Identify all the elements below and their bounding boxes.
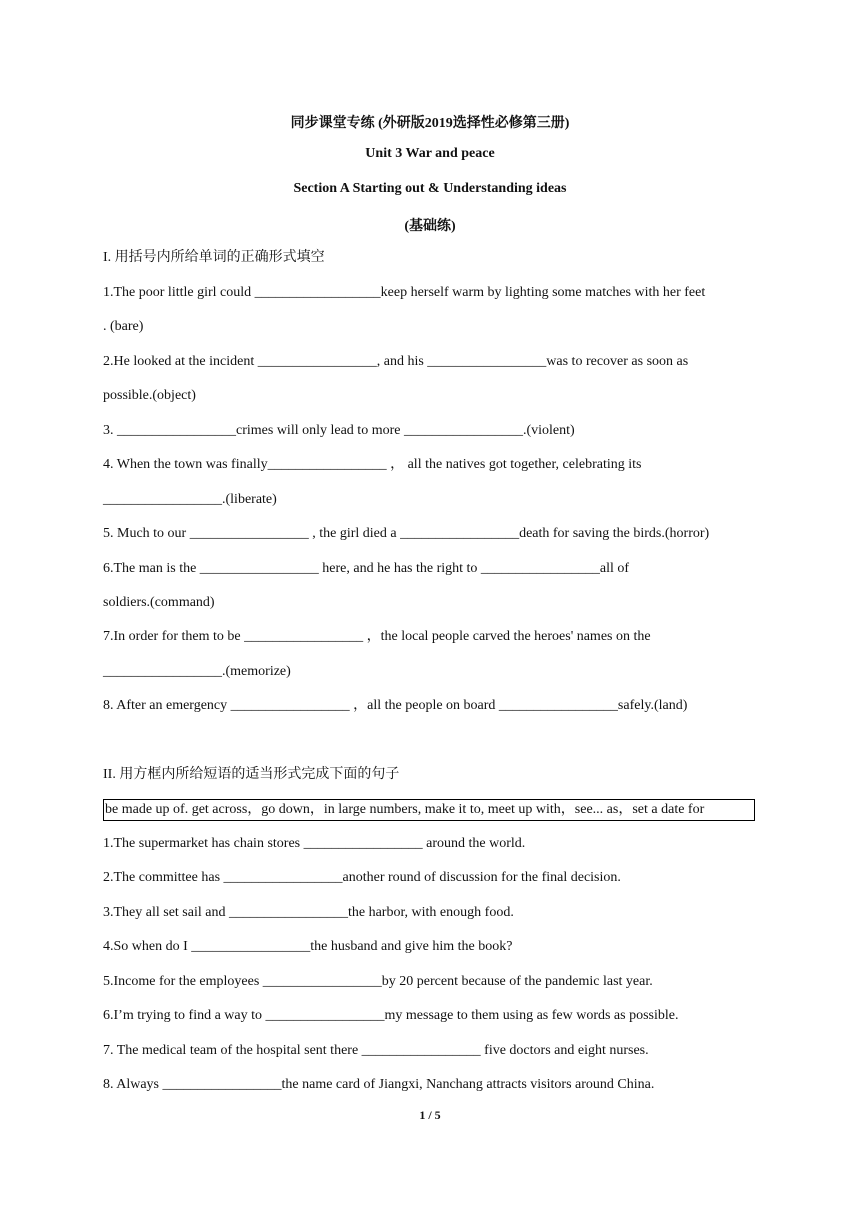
exercise-line: soldiers.(command) bbox=[103, 595, 215, 610]
exercise-line: possible.(object) bbox=[103, 388, 196, 403]
phrase-box: be made up of. get across，go down，in large numbers, make it to, meet up with，see... as，set a date for bbox=[103, 799, 755, 821]
exercise-line: _________________.(memorize) bbox=[103, 664, 291, 679]
exercise-line: 8. After an emergency _________________ ，all the people on board _________________safely.(land) bbox=[103, 698, 688, 713]
exercise-line: 7. The medical team of the hospital sent there _________________ five doctors and eight nurses. bbox=[103, 1043, 649, 1058]
exercise-line: 4. When the town was finally_________________ ， all the natives got together, celebrating its bbox=[103, 457, 642, 472]
document-title: 同步课堂专练 (外研版2019选择性必修第三册) bbox=[290, 116, 570, 131]
unit-title: Unit 3 War and peace bbox=[365, 146, 495, 161]
exercise-line: 6.I’m trying to find a way to _________________my message to them using as few words as possible. bbox=[103, 1008, 679, 1023]
exercise-line: 2.He looked at the incident _________________, and his _________________was to recover as soon as bbox=[103, 354, 689, 369]
part1-heading: I. 用括号内所给单词的正确形式填空 bbox=[103, 250, 325, 265]
exercise-line: 5.Income for the employees _________________by 20 percent because of the pandemic last year. bbox=[103, 974, 653, 989]
exercise-line: 4.So when do I _________________the husband and give him the book? bbox=[103, 939, 513, 954]
exercise-line: _________________.(liberate) bbox=[103, 492, 277, 507]
exercise-line: 2.The committee has _________________another round of discussion for the final decision. bbox=[103, 870, 621, 885]
exercise-line: 1.The supermarket has chain stores _________________ around the world. bbox=[103, 836, 526, 851]
page-number: 1 / 5 bbox=[419, 1108, 441, 1122]
exercise-line: 3. _________________crimes will only lead to more _________________.(violent) bbox=[103, 423, 575, 438]
exercise-line: 6.The man is the _________________ here, and he has the right to _________________all of bbox=[103, 561, 630, 576]
exercise-line: 5. Much to our _________________ , the girl died a _________________death for saving the birds.(horror) bbox=[103, 526, 710, 541]
exercise-line: 3.They all set sail and _________________the harbor, with enough food. bbox=[103, 905, 514, 920]
exercise-line: 1.The poor little girl could __________________keep herself warm by lighting some matches with her feet bbox=[103, 285, 706, 300]
exercise-line: 8. Always _________________the name card of Jiangxi, Nanchang attracts visitors around China. bbox=[103, 1077, 655, 1092]
part2-heading: II. 用方框内所给短语的适当形式完成下面的句子 bbox=[103, 767, 400, 782]
exercise-line: . (bare) bbox=[103, 319, 144, 334]
exercise-line: 7.In order for them to be _________________ ，the local people carved the heroes' names on the bbox=[103, 629, 651, 644]
section-title: Section A Starting out & Understanding ideas bbox=[293, 181, 567, 196]
level-label: (基础练) bbox=[404, 219, 456, 234]
